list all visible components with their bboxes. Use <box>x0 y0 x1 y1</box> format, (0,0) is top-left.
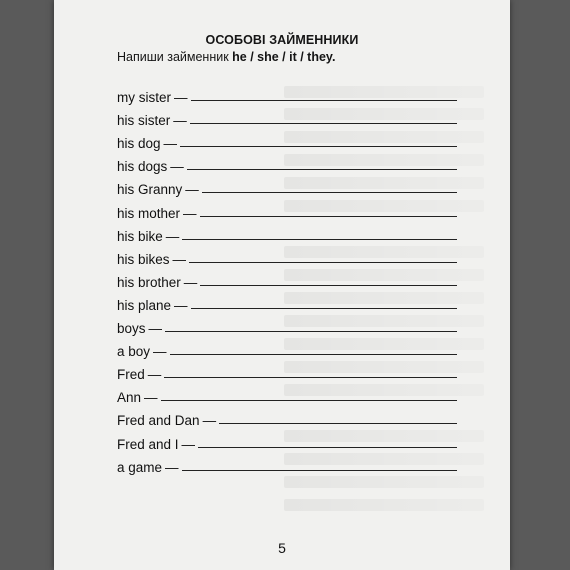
exercise-row <box>117 290 457 313</box>
answer-blank[interactable] <box>202 191 457 193</box>
answer-blank[interactable] <box>170 353 457 355</box>
instruction-pronouns: he / she / it / they. <box>232 50 336 64</box>
exercise-word: boys <box>117 321 146 337</box>
answer-blank[interactable] <box>164 376 457 378</box>
exercise-row <box>117 197 457 220</box>
dash: — <box>153 344 167 360</box>
answer-blank[interactable] <box>191 307 457 309</box>
exercise-row <box>117 336 457 359</box>
exercise-word: his bikes <box>117 251 170 267</box>
exercise-word: Fred <box>117 367 145 383</box>
dash: — <box>202 413 217 429</box>
dash: — <box>181 436 196 452</box>
dash: — <box>144 390 158 406</box>
exercise-row <box>117 382 457 405</box>
dash: — <box>165 228 180 244</box>
exercise-word: a game <box>117 459 163 475</box>
dash: — <box>172 251 187 267</box>
answer-blank[interactable] <box>191 99 458 101</box>
exercise-word: Fred and Dan <box>117 413 200 429</box>
exercise-row <box>117 405 457 428</box>
exercise-row <box>117 174 457 197</box>
page-number: 5 <box>278 540 286 556</box>
answer-blank[interactable] <box>182 238 457 240</box>
exercise-word: Ann <box>117 390 142 406</box>
dash: — <box>183 274 198 290</box>
answer-blank[interactable] <box>219 422 457 424</box>
dash: — <box>147 367 162 383</box>
exercise-word: his brother <box>117 274 181 290</box>
exercise-word: his dogs <box>117 159 168 175</box>
answer-blank[interactable] <box>198 446 457 448</box>
exercise-row <box>117 221 457 244</box>
exercise-row <box>117 82 457 105</box>
exercise-word: his Granny <box>117 182 183 198</box>
answer-blank[interactable] <box>187 168 457 170</box>
exercise-row <box>117 359 457 382</box>
answer-blank[interactable] <box>180 145 457 147</box>
exercise-word: his bike <box>117 228 163 244</box>
exercise-word: his dog <box>117 136 161 152</box>
answer-blank[interactable] <box>182 469 457 471</box>
exercise-word: his mother <box>117 205 181 221</box>
exercise-row <box>117 151 457 174</box>
dash: — <box>170 159 184 175</box>
answer-blank[interactable] <box>165 330 457 332</box>
dash: — <box>174 297 188 313</box>
page-title: ОСОБОВІ ЗАЙМЕННИКИ <box>205 33 359 47</box>
exercise-word: his sister <box>117 113 171 129</box>
answer-blank[interactable] <box>200 215 457 217</box>
dash: — <box>148 321 163 337</box>
exercise-word: his plane <box>117 297 172 313</box>
exercise-row <box>117 105 457 128</box>
answer-blank[interactable] <box>190 122 457 124</box>
exercise-instruction <box>117 50 335 64</box>
instruction-text: Напиши займенник <box>117 50 233 64</box>
exercise-row <box>117 313 457 336</box>
exercise-row <box>117 128 457 151</box>
dash: — <box>185 182 199 198</box>
dash: — <box>165 459 179 475</box>
answer-blank[interactable] <box>189 261 457 263</box>
workbook-page <box>54 0 510 570</box>
dash: — <box>173 113 187 129</box>
exercise-word: Fred and I <box>117 436 179 452</box>
exercise-row <box>117 428 457 451</box>
exercise-row <box>117 267 457 290</box>
answer-blank[interactable] <box>200 284 457 286</box>
exercise-row <box>117 244 457 267</box>
exercise-row <box>117 452 457 475</box>
dash: — <box>163 136 178 152</box>
exercise-word: a boy <box>117 344 151 360</box>
dash: — <box>174 90 188 106</box>
exercise-list <box>117 82 457 475</box>
exercise-word: my sister <box>117 90 171 106</box>
answer-blank[interactable] <box>161 399 457 401</box>
dash: — <box>183 205 197 221</box>
